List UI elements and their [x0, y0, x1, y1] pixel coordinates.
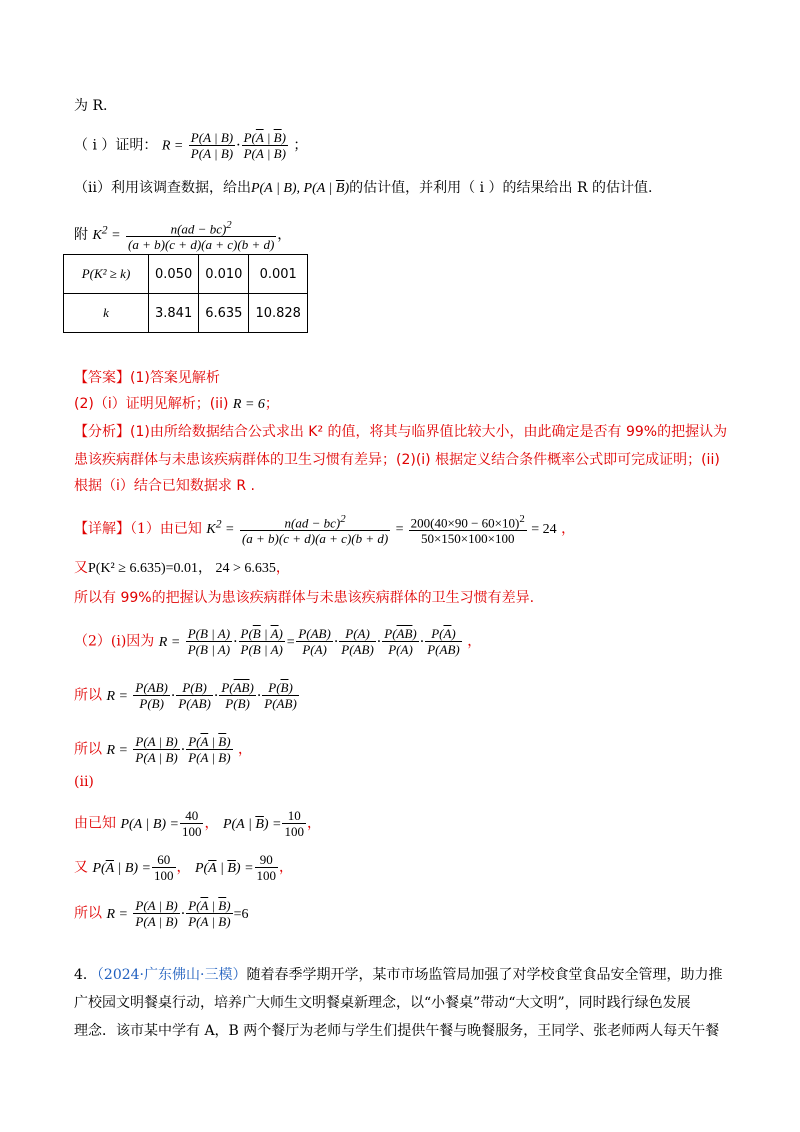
detail-step-3	[74, 588, 534, 608]
detail-known-tail: ，	[306, 815, 321, 832]
answer-text-1: (1)答案见解析	[130, 370, 220, 386]
answer-formula: R = 6	[232, 397, 265, 412]
detail-so1-formula: R = $\frac{P(AB)}{P(B)}$ · $\frac{P(B)}{P(\overline{A}B)}$ · $\frac{P(\overline{AB})}{P(\overline{B})}$ · $\frac{P(\overline{B})}{P(A\overline{B})}$	[106, 680, 297, 711]
critical-value-table	[63, 254, 308, 333]
detail-step1-formula: $K^2$ = $\frac{n(ad - bc)^2}{(a + b)(c + d)(a + c)(b + d)}$ = $\frac{200(40\times 90 - 60\times 10)^2}{50\times 150\times 100\times 100}$ = 24	[206, 513, 557, 547]
detail-so-1	[74, 680, 300, 711]
analysis-text-3: 根据（i）结合已知数据求 R .	[74, 478, 255, 494]
detail-so3-formula: R = $\frac{P(A | B)}{P(\overline{A} | B)}$ · $\frac{P(\overline{A} | \overline{B})}{P(A | \overline{B})}$ =6	[106, 898, 249, 929]
detail-step2-formula: P(K² ≥ 6.635)=0.01， 24 > 6.635	[88, 561, 276, 576]
answer-tail: ；	[264, 396, 279, 412]
answer-text-2: (2)（i）证明见解析；(ii)	[74, 396, 229, 412]
detail-step1-tail: ，	[561, 521, 576, 538]
fraction-2: $\frac{P(\overline{A} | \overline{B})}{P(A | \overline{B})}$	[243, 130, 286, 161]
detail-so-2	[74, 734, 252, 765]
problem-number: 4．	[74, 967, 97, 983]
detail-also-formula-2: $P(\overline{A}$ | $\overline{B}$) = $\frac{90}{100}$	[194, 852, 277, 883]
detail-so2-text: 所以	[74, 741, 102, 758]
analysis-text-2: 患该疾病群体与未患该疾病群体的卫生习惯有差异；(2)(i) 根据定义结合条件概率公式即可完成证明；(ii)	[74, 452, 720, 468]
detail-so-3	[74, 898, 248, 929]
next-problem-line-3	[74, 1021, 719, 1041]
part-i-tail: ；	[293, 137, 308, 154]
next-problem-line-1	[74, 965, 722, 985]
k2-fraction: $\frac{n(ad - bc)^2}{(a + b)(c + d)(a + c)(b + d)}$	[128, 219, 275, 253]
part-ii-text-b: 的估计值，并利用（ i ）的结果给出 R 的估计值.	[349, 180, 653, 196]
table-row	[64, 294, 308, 333]
detail-step1-text: （1）由已知	[130, 521, 202, 538]
detail-step-4	[74, 626, 481, 657]
detail-known-formula-1: P(A | B) = $\frac{40}{100}$	[120, 808, 202, 839]
answer-tag: 【答案】	[74, 370, 130, 386]
detail-tag: 【详解】	[74, 521, 130, 538]
part-i-line: （ i ）证明： R = $\frac{P(A | B)}{P(\overline{A} | B)}$ · $\frac{P(\overline{A} | \overline{B})}{P(A | \overline{B})}$ ；	[74, 130, 308, 161]
part-ii-text-a: （ii）利用该调查数据，给出	[74, 180, 251, 196]
detail-step2-tail: ，	[275, 560, 290, 576]
analysis-line-3	[74, 476, 255, 496]
table-cell: 10.828	[249, 294, 308, 333]
answer-line-2	[74, 394, 279, 415]
k2-formula-label: $K^2$ =	[92, 223, 121, 244]
formula-r: R =	[161, 138, 184, 154]
table-row	[64, 255, 308, 294]
detail-so2-formula: R = $\frac{P(A | B)}{P(\overline{A} | B)}$ · $\frac{P(\overline{A} | \overline{B})}{P(A | \overline{B})}$	[106, 734, 231, 765]
table-row-label-k: k	[64, 294, 149, 333]
table-cell: 0.001	[249, 255, 308, 294]
detail-ii-label: (ii)	[74, 774, 94, 790]
detail-step3-text: 所以有 99%的把握认为患该疾病群体与未患该疾病群体的卫生习惯有差异.	[74, 590, 535, 606]
detail-step2-text: 又	[74, 560, 88, 576]
detail-step4-tail: ，	[467, 633, 482, 650]
detail-step4-formula: R = $\frac{P(B | A)}{P(\overline{B} | A)}$ · $\frac{P(\overline{B} | \overline{A})}{P(B | \overline{A})}$ = $\frac{P(AB)}{P(A)}$ · $\frac{P(A)}{P(A\overline{B})}$ · $\frac{P(\overline{AB})}{P(\overline{A})}$ · $\frac{P(\overline{A})}{P(\overline{A}B)}$	[158, 626, 460, 657]
detail-step-2	[74, 558, 290, 579]
detail-also	[74, 852, 293, 883]
detail-so2-tail: ，	[238, 741, 253, 758]
table-cell: 0.050	[149, 255, 199, 294]
table-cell: 6.635	[199, 294, 249, 333]
attach-label: 附	[74, 227, 88, 244]
attach-line	[74, 218, 291, 252]
analysis-tag: 【分析】	[74, 424, 130, 440]
detail-so3-text: 所以	[74, 905, 102, 922]
detail-step-1	[74, 512, 575, 546]
next-problem-line-2	[74, 993, 691, 1013]
next-problem-text-3: 理念．该市某中学有 A，B 两个餐厅为老师与学生们提供午餐与晚餐服务，王同学、张老师两人每天午餐	[74, 1023, 720, 1039]
fraction-1: $\frac{P(A | B)}{P(\overline{A} | B)}$	[190, 130, 234, 161]
detail-known-sep: ，	[204, 815, 219, 832]
answer-line-1	[74, 368, 220, 388]
detail-known-text: 由已知	[74, 815, 116, 832]
problem-source: （2024·广东佛山·三模）	[96, 967, 247, 983]
next-problem-text-2: 广校园文明餐桌行动，培养广大师生文明餐桌新理念，以“小餐桌”带动“大文明”，同时践行绿色发展	[74, 995, 691, 1011]
problem-intro-line	[74, 96, 107, 116]
detail-known	[74, 808, 321, 839]
part-ii-formula: P(A | B), P(A | $\overline{B}$)	[250, 181, 350, 196]
detail-ii	[74, 772, 94, 792]
analysis-text-1: (1)由所给数据结合公式求出 K² 的值，将其与临界值比较大小，由此确定是否有 99%的把握认为	[130, 424, 728, 440]
detail-step4-text: （2）(i)因为	[74, 633, 155, 650]
analysis-line-1	[74, 422, 727, 442]
part-i-label: （ i ）证明：	[74, 137, 158, 154]
detail-so1-text: 所以	[74, 687, 102, 704]
table-row-label-p: P(K² ≥ k)	[64, 255, 149, 294]
detail-also-text: 又	[74, 859, 88, 876]
analysis-line-2	[74, 450, 720, 470]
detail-also-tail: ，	[279, 859, 294, 876]
table-cell: 0.010	[199, 255, 249, 294]
detail-known-formula-2: P(A | $\overline{B}$) = $\frac{10}{100}$	[222, 808, 304, 839]
intro-text: 为 R.	[74, 98, 108, 114]
part-ii-line	[74, 178, 652, 199]
detail-also-formula-1: $P(\overline{A}$ | B) = $\frac{60}{100}$	[92, 852, 174, 883]
next-problem-text-1: 随着春季学期开学，某市市场监管局加强了对学校食堂食品安全管理，助力推	[246, 967, 723, 983]
attach-tail: ，	[277, 227, 292, 244]
detail-so3-tail: =6	[233, 906, 249, 922]
detail-also-sep: ，	[176, 859, 191, 876]
table-cell: 3.841	[149, 294, 199, 333]
